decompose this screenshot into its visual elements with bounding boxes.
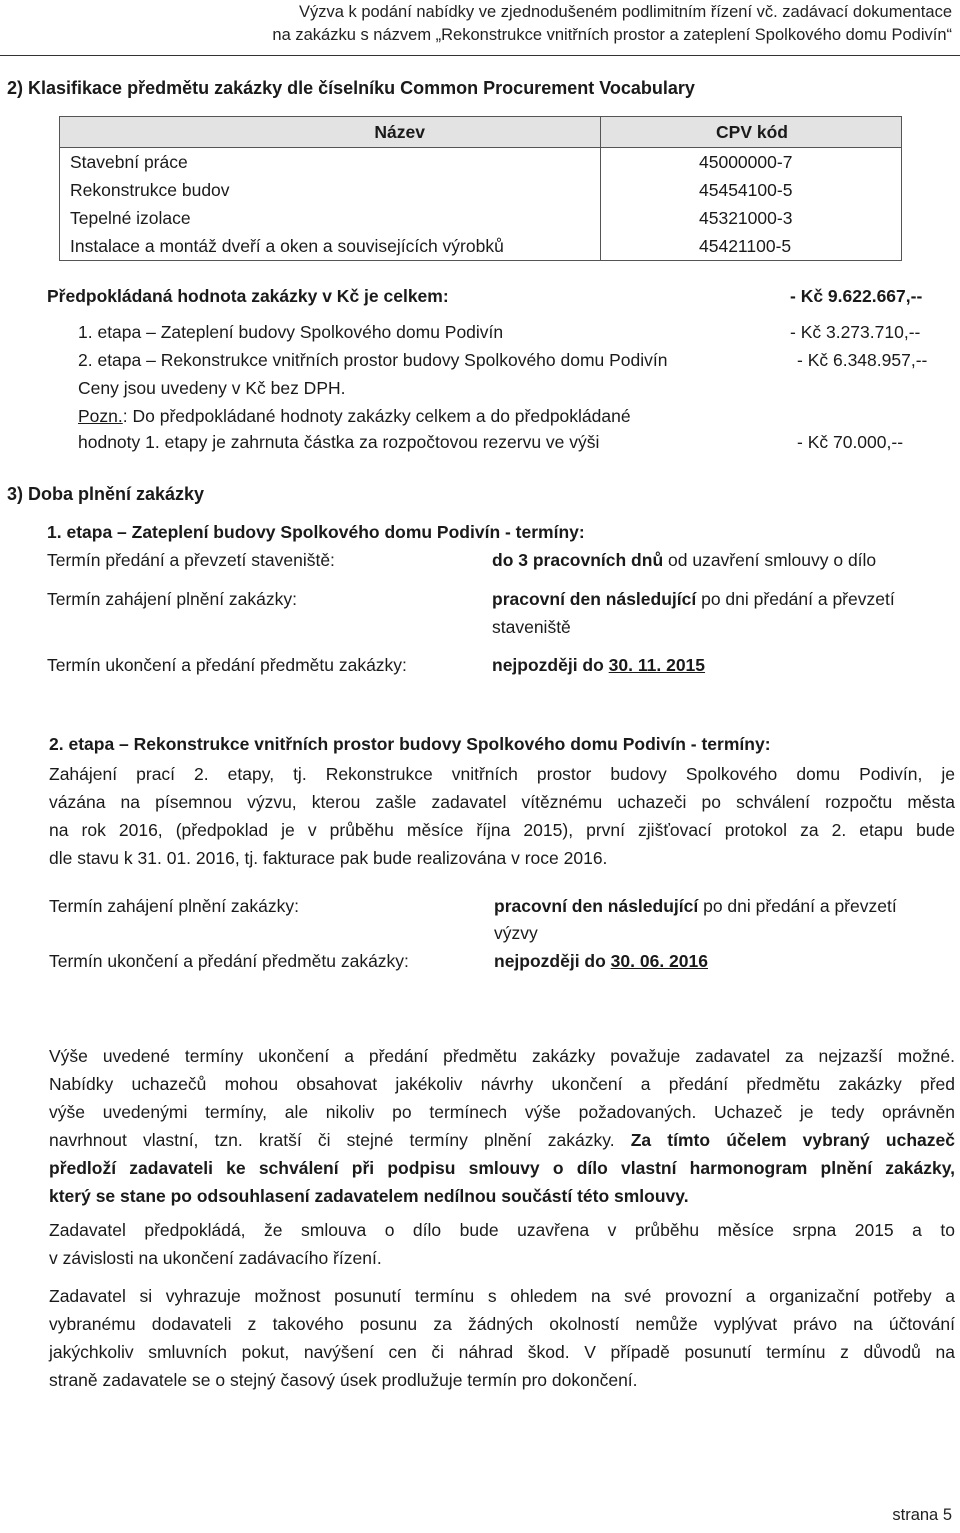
cell-name: Rekonstrukce budov xyxy=(60,176,601,204)
total-value: - Kč 9.622.667,-- xyxy=(790,286,923,306)
cpv-table-header xyxy=(60,117,902,148)
paragraph-line: v závislosti na ukončení zadávacího řízení. xyxy=(49,1248,382,1268)
handover-value xyxy=(492,550,876,571)
table-row xyxy=(60,176,902,204)
handover-bold: do 3 pracovních dnů xyxy=(492,550,664,570)
table-row xyxy=(60,204,902,232)
paragraph-line: který se stane po odsouhlasení zadavatelem nedílnou součástí této smlouvy. xyxy=(49,1186,689,1206)
paragraph-text: navrhnout vlastní, tzn. kratší či stejné termíny plnění zakázky. xyxy=(49,1130,631,1150)
table-row xyxy=(60,232,902,261)
stage-2-end-value xyxy=(494,951,708,972)
stage-1-start-bold: pracovní den následující xyxy=(492,589,697,609)
cell-code: 45321000-3 xyxy=(699,208,793,228)
stage-2-label: 2. etapa – Rekonstrukce vnitřních prostor budovy Spolkového domu Podivín xyxy=(78,350,668,370)
cell-name: Stavební práce xyxy=(60,148,601,177)
stage-1-end-value xyxy=(492,655,705,676)
stage-2-end-date: 30. 06. 2016 xyxy=(610,951,708,971)
paragraph-deadlines xyxy=(49,1042,955,1210)
stage-1-end-label: Termín ukončení a předání předmětu zakázky: xyxy=(47,655,407,675)
paragraph-reservation xyxy=(49,1282,955,1394)
stage-2-description xyxy=(49,760,955,872)
stage-2-start-bold: pracovní den následující xyxy=(494,896,699,916)
stage-2-start-label: Termín zahájení plnění zakázky: xyxy=(49,896,299,916)
stage-2-desc-line: dle stavu k 31. 01. 2016, tj. fakturace pak bude realizována v roce 2016. xyxy=(49,848,608,868)
stage-1-end-date: 30. 11. 2015 xyxy=(608,655,706,675)
note-prefix: Pozn. xyxy=(78,406,123,426)
handover-label: Termín předání a převzetí staveniště: xyxy=(47,550,335,570)
stage-1-start-value xyxy=(492,589,895,610)
paragraph-bold: Za tímto účelem vybraný uchazeč xyxy=(630,1130,955,1150)
paragraph-line: výše uvedenými termíny, ale nikoliv po termínech výše požadovaných. Uchazeč je tedy oprávněn xyxy=(49,1102,955,1122)
stage-2-heading: 2. etapa – Rekonstrukce vnitřních prostor budovy Spolkového domu Podivín - termíny: xyxy=(49,734,771,754)
note-text-1: : Do předpokládané hodnoty zakázky celkem a do předpokládané xyxy=(122,406,631,426)
header-divider xyxy=(0,55,960,56)
page-number: strana 5 xyxy=(892,1506,952,1524)
stage-2-end-bold: nejpozději do xyxy=(494,951,611,971)
section-3-title: 3) Doba plnění zakázky xyxy=(7,484,205,504)
cell-name: Instalace a montáž dveří a oken a souvisejících výrobků xyxy=(60,232,601,261)
stage-1-start-label: Termín zahájení plnění zakázky: xyxy=(47,589,297,609)
column-header-name: Název xyxy=(60,117,601,148)
stage-2-desc-line: vázána na písemnou výzvu, kterou zašle zadavatel vítěznému uchazeči po schválení rozpočtu města xyxy=(49,792,955,812)
paragraph-line: předloží zadavateli ke schválení při podpisu smlouvy o dílo vlastní harmonogram plnění zakázky, xyxy=(49,1158,955,1178)
stage-1-start-rest: po dni předání a převzetí xyxy=(696,589,895,609)
stage-2-desc-line: na rok 2016, (předpoklad je v průběhu měsíce října 2015), první zjišťovací protokol za 2. etapu bude xyxy=(49,820,955,840)
note-line-1 xyxy=(78,406,631,427)
header-line-2: na zakázku s názvem „Rekonstrukce vnitřních prostor a zateplení Spolkového domu Podivín“ xyxy=(272,26,952,44)
handover-rest: od uzavření smlouvy o dílo xyxy=(663,550,877,570)
cpv-table xyxy=(59,116,902,261)
stage-2-value: - Kč 6.348.957,-- xyxy=(797,350,928,370)
total-value-label: Předpokládaná hodnota zakázky v Kč je celkem: xyxy=(47,286,449,306)
paragraph-line: Nabídky uchazečů mohou obsahovat jakékoliv návrhy ukončení a předání předmětu zakázky před xyxy=(49,1074,955,1094)
column-header-cpv: CPV kód xyxy=(601,117,902,148)
stage-1-start-value-line-2: staveniště xyxy=(492,617,571,637)
stage-2-end-label: Termín ukončení a předání předmětu zakázky: xyxy=(49,951,409,971)
stage-2-start-value-line-2: výzvy xyxy=(494,923,538,943)
stage-1-label: 1. etapa – Zateplení budovy Spolkového domu Podivín xyxy=(78,322,504,342)
paragraph-line: Zadavatel předpokládá, že smlouva o dílo bude uzavřena v průběhu měsíce srpna 2015 a to xyxy=(49,1220,955,1240)
cell-code: 45421100-5 xyxy=(699,236,792,256)
note-line-2: hodnoty 1. etapy je zahrnuta částka za rozpočtovou rezervu ve výši xyxy=(78,432,600,452)
paragraph-line: straně zadavatele se o stejný časový úsek prodlužuje termín pro dokončení. xyxy=(49,1370,638,1390)
stage-2-desc-line: Zahájení prací 2. etapy, tj. Rekonstrukce vnitřních prostor budovy Spolkového domu Podivín, je xyxy=(49,764,955,784)
stage-1-end-bold: nejpozději do xyxy=(492,655,609,675)
vat-note: Ceny jsou uvedeny v Kč bez DPH. xyxy=(78,378,346,398)
cell-name: Tepelné izolace xyxy=(60,204,601,232)
paragraph-line: Zadavatel si vyhrazuje možnost posunutí termínu s ohledem na své provozní a organizační potřeby a xyxy=(49,1286,955,1306)
paragraph-line: jakýchkoliv smluvních pokut, navýšení cen či náhrad škod. V případě posunutí termínu z důvodů na xyxy=(49,1342,955,1362)
stage-2-start-rest: po dni předání a převzetí xyxy=(698,896,897,916)
section-2-title: 2) Klasifikace předmětu zakázky dle číselníku Common Procurement Vocabulary xyxy=(7,78,695,98)
cell-code: 45454100-5 xyxy=(699,180,793,200)
cell-code: 45000000-7 xyxy=(699,152,793,172)
stage-2-start-value xyxy=(494,896,897,917)
table-row xyxy=(60,148,902,177)
paragraph-line: Výše uvedené termíny ukončení a předání předmětu zakázky považuje zadavatel za nejzazší možné. xyxy=(49,1046,955,1066)
reserve-value: - Kč 70.000,-- xyxy=(797,432,904,452)
header-line-1: Výzva k podání nabídky ve zjednodušeném podlimitním řízení vč. zadávací dokumentace xyxy=(298,3,952,21)
paragraph-line xyxy=(49,1126,955,1154)
paragraph-contract xyxy=(49,1216,955,1272)
stage-1-heading: 1. etapa – Zateplení budovy Spolkového domu Podivín - termíny: xyxy=(47,522,585,542)
paragraph-line: vybranému dodavateli z takového posunu za žádných okolností nemůže vyplývat právo na účtování xyxy=(49,1314,955,1334)
stage-1-value: - Kč 3.273.710,-- xyxy=(790,322,921,342)
